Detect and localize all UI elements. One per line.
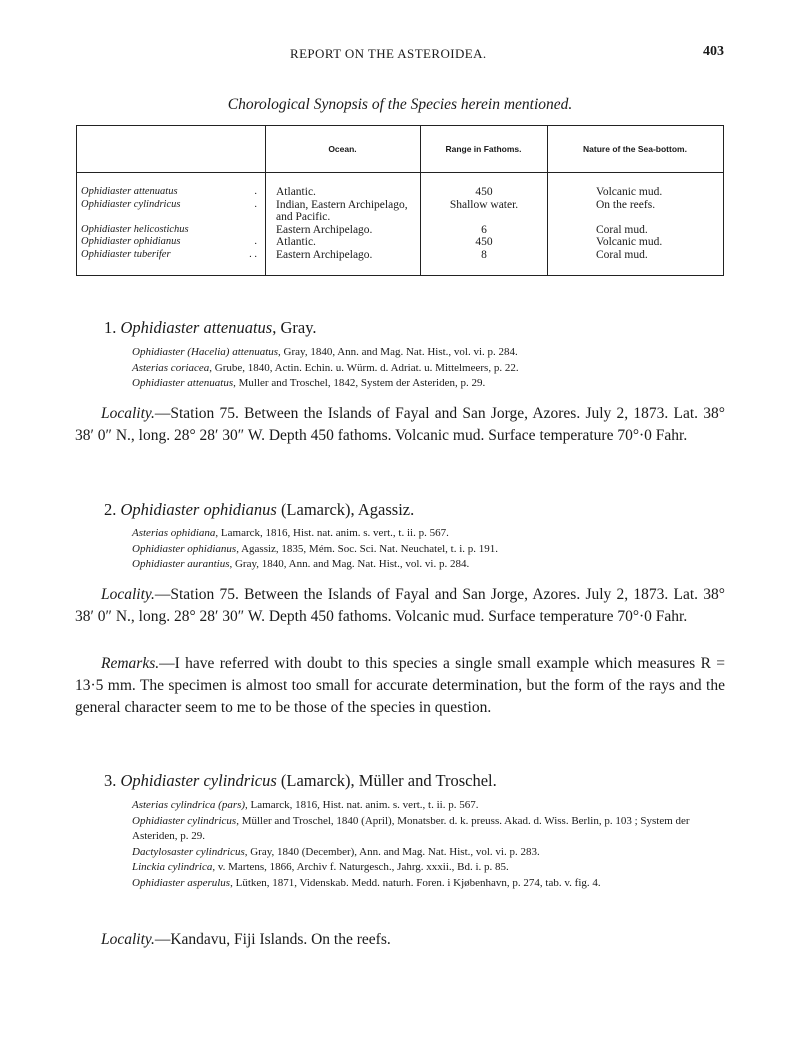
- ocean-cell: Eastern Archipelago.: [266, 224, 421, 237]
- species-number: 1.: [104, 318, 117, 337]
- synonym-entry: [132, 798, 732, 814]
- running-head: REPORT ON THE ASTEROIDEA.: [290, 46, 487, 61]
- leader-dots: . .: [249, 248, 257, 260]
- synonym-reference: , Lütken, 1871, Videnskab. Medd. naturh. Foren. i Kjøbenhavn, p. 274, tab. v. fig. 4.: [230, 876, 601, 889]
- species-author: (Lamarck), Agassiz.: [276, 500, 415, 519]
- locality-label: Locality.: [101, 586, 155, 603]
- species-name: Ophidiaster ophidianus: [81, 236, 181, 247]
- species-title: Ophidiaster ophidianus: [120, 500, 277, 519]
- synonym-reference: , Grube, 1840, Actin. Echin. u. Würm. d. Adriat. u. Mittelmeers, p. 22.: [209, 361, 519, 374]
- synonym-name: Ophidiaster aurantius: [132, 558, 230, 570]
- leader-dots: .: [254, 198, 257, 210]
- synonym-reference: , Gray, 1840, Ann. and Mag. Nat. Hist., vol. vi. p. 284.: [229, 558, 470, 570]
- synonym-entry: [132, 376, 732, 392]
- synonym-name: Dactylosaster cylindricus: [132, 845, 245, 858]
- species-title: Ophidiaster attenuatus: [120, 318, 273, 337]
- table-row: [77, 173, 724, 199]
- synonym-entry: [132, 876, 732, 892]
- synonym-name: Linckia cylindrica: [132, 861, 213, 873]
- synonymy-list: [132, 526, 732, 573]
- locality-paragraph: [75, 929, 725, 951]
- ocean-header: Ocean.: [266, 126, 421, 173]
- synonym-entry: [132, 814, 732, 845]
- locality-paragraph: [75, 584, 725, 628]
- locality-label: Locality.: [101, 931, 155, 948]
- synonymy-list: [132, 345, 732, 392]
- synonym-entry: [132, 860, 732, 876]
- species-title: Ophidiaster cylindricus: [120, 771, 277, 790]
- range-cell: Shallow water.: [421, 199, 548, 224]
- species-author: , Gray.: [272, 318, 317, 337]
- synonym-reference: , Müller and Troschel, 1840 (April), Monatsber. d. k. preuss. Akad. d. Wiss. Berlin, p. 103 ; System der Asteriden, p. 29.: [132, 814, 690, 842]
- ocean-cell: Atlantic.: [266, 236, 421, 249]
- range-header: Range in Fathoms.: [421, 126, 548, 173]
- nature-cell: Volcanic mud.: [548, 236, 724, 249]
- species-author: (Lamarck), Müller and Troschel.: [276, 771, 497, 790]
- ocean-cell: Atlantic.: [266, 173, 421, 199]
- synonym-entry: [132, 845, 732, 861]
- synonym-entry: [132, 361, 732, 377]
- synonym-name: Ophidiaster asperulus: [132, 876, 231, 889]
- synonym-name: Asterias coriacea: [132, 361, 210, 374]
- synonym-name: Ophidiaster cylindricus: [132, 814, 237, 827]
- synonym-reference: , Muller and Troschel, 1842, System der Asteriden, p. 29.: [233, 377, 486, 389]
- ocean-cell: Indian, Eastern Archipelago, and Pacific.: [266, 199, 421, 224]
- nature-header: Nature of the Sea-bottom.: [548, 126, 724, 173]
- range-cell: 450: [421, 236, 548, 249]
- locality-text: —Station 75. Between the Islands of Fayal and San Jorge, Azores. July 2, 1873. Lat. 38° 38′ 0″ N., long. 28° 28′ 30″ W. Depth 450 fathoms. Volcanic mud. Surface temperature 70°·0 Fahr.: [75, 586, 725, 625]
- range-cell: 8: [421, 249, 548, 276]
- synonym-entry: [132, 542, 732, 558]
- chorological-synopsis-table: [76, 125, 724, 276]
- species-number: 2.: [104, 500, 117, 519]
- table-title: Chorological Synopsis of the Species herein mentioned.: [227, 96, 573, 113]
- remarks-paragraph: [75, 653, 725, 719]
- synonym-name: Asterias cylindrica (pars): [132, 799, 246, 811]
- locality-paragraph: [75, 403, 725, 447]
- page-number: 403: [703, 44, 724, 59]
- synonymy-list: [132, 798, 732, 891]
- leader-dots: .: [254, 236, 257, 247]
- species-number: 3.: [104, 771, 117, 790]
- synonym-entry: [132, 557, 732, 573]
- synonym-reference: , Agassiz, 1835, Mém. Soc. Sci. Nat. Neuchatel, t. i. p. 191.: [236, 542, 499, 555]
- synonym-name: Ophidiaster (Hacelia) attenuatus: [132, 346, 279, 358]
- species-header: [77, 126, 266, 173]
- nature-cell: On the reefs.: [548, 199, 724, 224]
- species-heading: [104, 318, 317, 338]
- species-name: Ophidiaster tuberifer: [81, 248, 171, 260]
- species-heading: [104, 500, 414, 520]
- synonym-reference: , Lamarck, 1816, Hist. nat. anim. s. vert., t. ii. p. 567.: [245, 799, 479, 811]
- synonym-name: Ophidiaster ophidianus: [132, 542, 237, 555]
- species-name: Ophidiaster cylindricus: [81, 198, 181, 210]
- species-name: Ophidiaster attenuatus: [81, 186, 178, 197]
- synonym-name: Asterias ophidiana: [132, 527, 216, 539]
- leader-dots: .: [254, 186, 257, 197]
- table-row: [77, 224, 724, 237]
- nature-cell: Volcanic mud.: [548, 173, 724, 199]
- ocean-cell: Eastern Archipelago.: [266, 249, 421, 276]
- remarks-text: —I have referred with doubt to this species a single small example which measures R = 13·5 mm. The specimen is almost too small for accurate determination, but the form of the rays and the general character seem to me to be those of the species in question.: [75, 655, 725, 716]
- synonym-reference: , Gray, 1840, Ann. and Mag. Nat. Hist., vol. vi. p. 284.: [278, 346, 518, 358]
- synonym-name: Ophidiaster attenuatus: [132, 377, 234, 389]
- table-header-row: [77, 126, 724, 173]
- species-heading: [104, 771, 497, 791]
- synonym-reference: , Gray, 1840 (December), Ann. and Mag. Nat. Hist., vol. vi. p. 283.: [244, 845, 540, 858]
- remarks-label: Remarks.: [101, 655, 160, 672]
- locality-label: Locality.: [101, 405, 155, 422]
- synonym-reference: , Lamarck, 1816, Hist. nat. anim. s. vert., t. ii. p. 567.: [215, 527, 449, 539]
- table-row: [77, 249, 724, 276]
- nature-cell: Coral mud.: [548, 224, 724, 237]
- synonym-entry: [132, 345, 732, 361]
- table-row: [77, 199, 724, 224]
- table-row: [77, 236, 724, 249]
- synonym-entry: [132, 526, 732, 542]
- locality-text: —Kandavu, Fiji Islands. On the reefs.: [154, 931, 391, 948]
- synonym-reference: , v. Martens, 1866, Archiv f. Naturgesch., Jahrg. xxxii., Bd. i. p. 85.: [212, 861, 509, 873]
- species-name: Ophidiaster helicostichus: [81, 223, 189, 235]
- locality-text: —Station 75. Between the Islands of Fayal and San Jorge, Azores. July 2, 1873. Lat. 38° 38′ 0″ N., long. 28° 28′ 30″ W. Depth 450 fathoms. Volcanic mud. Surface temperature 70°·0 Fahr.: [75, 405, 725, 444]
- range-cell: 450: [421, 173, 548, 199]
- range-cell: 6: [421, 224, 548, 237]
- nature-cell: Coral mud.: [548, 249, 724, 276]
